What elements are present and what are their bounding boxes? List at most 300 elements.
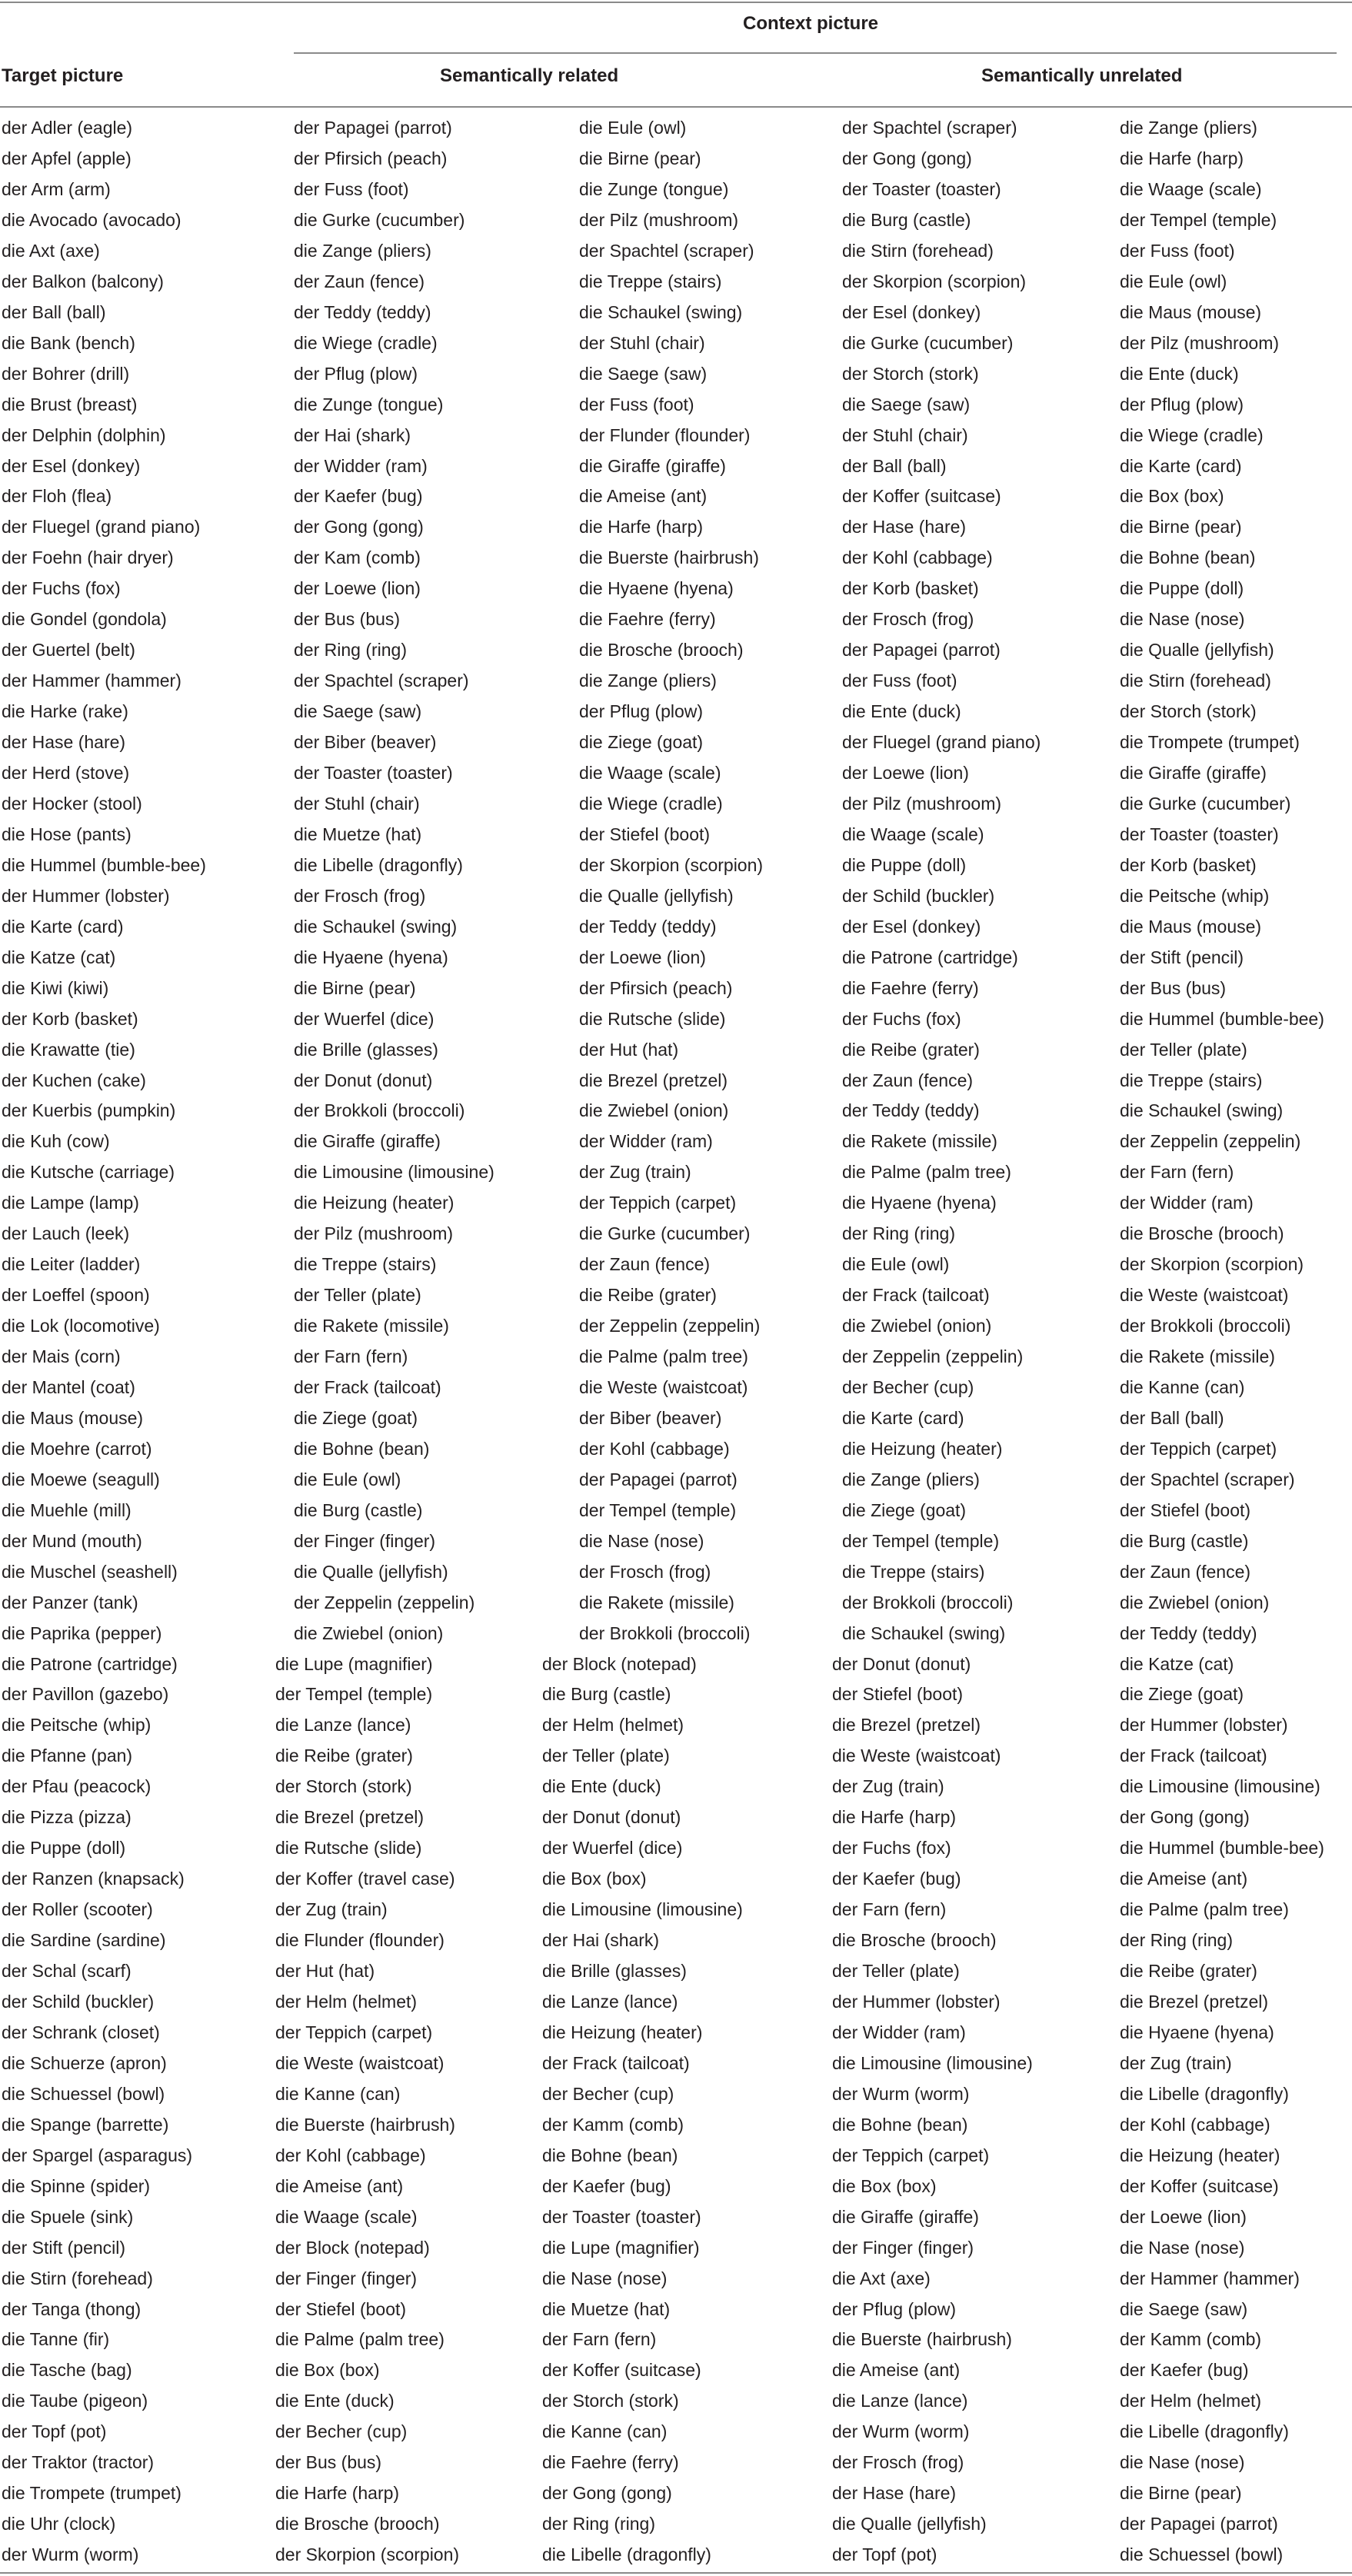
unrelated-context-cell-a: der Wurm (worm) (832, 2083, 970, 2104)
unrelated-context-cell-b: die Saege (saw) (1120, 2298, 1248, 2319)
unrelated-context-cell-b: die Brezel (pretzel) (1120, 1992, 1269, 2012)
target-cell: der Apfel (apple) (2, 148, 132, 168)
unrelated-context-cell-b: die Ziege (goat) (1120, 1684, 1244, 1705)
unrelated-context-cell-a: der Pflug (plow) (832, 2298, 957, 2319)
related-context-cell-a: der Pflug (plow) (294, 363, 418, 384)
related-context-cell-b: die Brille (glasses) (542, 1961, 687, 1981)
related-context-cell-a: der Fuss (foot) (294, 178, 409, 199)
unrelated-context-cell-b: die Puppe (doll) (1120, 578, 1244, 599)
unrelated-context-cell-a: der Zeppelin (zeppelin) (842, 1346, 1024, 1366)
target-cell: der Floh (flea) (2, 486, 112, 507)
related-context-cell-a: die Gurke (cucumber) (294, 209, 465, 230)
related-context-cell-a: die Buerste (hairbrush) (275, 2114, 455, 2135)
semantically-related-header: Semantically related (440, 65, 619, 86)
unrelated-context-cell-a: der Loewe (lion) (842, 763, 969, 783)
related-context-cell-b: die Waage (scale) (579, 763, 721, 783)
related-context-cell-b: die Faehre (ferry) (542, 2452, 679, 2473)
target-cell: die Taube (pigeon) (2, 2391, 148, 2411)
related-context-cell-a: der Teddy (teddy) (294, 301, 431, 322)
target-cell: der Kuerbis (pumpkin) (2, 1100, 176, 1121)
related-context-cell-b: der Spachtel (scraper) (579, 240, 754, 261)
related-context-cell-a: die Waage (scale) (275, 2206, 418, 2227)
related-context-cell-b: die Box (box) (542, 1869, 647, 1889)
target-cell: der Mund (mouth) (2, 1530, 142, 1551)
unrelated-context-cell-b: die Limousine (limousine) (1120, 1776, 1320, 1797)
related-context-cell-b: der Kaefer (bug) (542, 2175, 671, 2196)
unrelated-context-cell-a: die Karte (card) (842, 1407, 964, 1428)
unrelated-context-cell-b: die Schuessel (bowl) (1120, 2544, 1284, 2565)
unrelated-context-cell-b: die Hummel (bumble-bee) (1120, 1838, 1324, 1859)
target-cell: der Hammer (hammer) (2, 671, 181, 691)
unrelated-context-cell-b: der Spachtel (scraper) (1120, 1469, 1295, 1489)
related-context-cell-b: die Ziege (goat) (579, 732, 704, 752)
target-cell: der Esel (donkey) (2, 455, 141, 476)
related-context-cell-b: die Gurke (cucumber) (579, 1223, 751, 1244)
related-context-cell-b: die Lanze (lance) (542, 1992, 678, 2012)
related-context-cell-b: die Birne (pear) (579, 148, 701, 168)
related-context-cell-b: die Weste (waistcoat) (579, 1377, 748, 1397)
unrelated-context-cell-b: die Libelle (dragonfly) (1120, 2421, 1289, 2442)
target-cell: die Pfanne (pan) (2, 1746, 133, 1766)
unrelated-context-cell-b: der Papagei (parrot) (1120, 2514, 1278, 2534)
related-context-cell-b: der Brokkoli (broccoli) (579, 1622, 751, 1643)
related-context-cell-b: der Flunder (flounder) (579, 424, 751, 445)
related-context-cell-b: der Kohl (cabbage) (579, 1438, 730, 1459)
unrelated-context-cell-b: die Maus (mouse) (1120, 916, 1262, 937)
related-context-cell-b: die Rutsche (slide) (579, 1008, 726, 1029)
related-context-cell-a: die Rakete (missile) (294, 1316, 449, 1336)
related-context-cell-a: die Treppe (stairs) (294, 1254, 437, 1275)
unrelated-context-cell-a: die Stirn (forehead) (842, 240, 994, 261)
related-context-cell-a: die Lupe (magnifier) (275, 1653, 433, 1674)
unrelated-context-cell-b: der Zaun (fence) (1120, 1561, 1251, 1582)
unrelated-context-cell-a: die Waage (scale) (842, 824, 984, 844)
unrelated-context-cell-a: die Brezel (pretzel) (832, 1715, 981, 1736)
unrelated-context-cell-a: die Schaukel (swing) (842, 1622, 1006, 1643)
unrelated-context-cell-a: die Rakete (missile) (842, 1131, 997, 1152)
table-bottom-rule (0, 2572, 1352, 2574)
target-cell: die Trompete (trumpet) (2, 2483, 181, 2504)
target-cell: der Topf (pot) (2, 2421, 107, 2442)
target-cell: die Uhr (clock) (2, 2514, 116, 2534)
target-cell: der Foehn (hair dryer) (2, 547, 174, 568)
unrelated-context-cell-b: die Treppe (stairs) (1120, 1070, 1263, 1090)
related-context-cell-a: der Farn (fern) (294, 1346, 408, 1366)
unrelated-context-cell-b: der Teppich (carpet) (1120, 1438, 1277, 1459)
target-cell: der Stift (pencil) (2, 2237, 126, 2258)
target-cell: die Patrone (cartridge) (2, 1653, 178, 1674)
target-cell: der Herd (stove) (2, 763, 130, 783)
related-context-cell-b: der Zeppelin (zeppelin) (579, 1316, 761, 1336)
unrelated-context-cell-b: der Stiefel (boot) (1120, 1499, 1251, 1520)
target-cell: der Adler (eagle) (2, 118, 133, 138)
target-cell: der Lauch (leek) (2, 1223, 130, 1244)
related-context-cell-a: der Zaun (fence) (294, 271, 425, 291)
related-context-cell-b: die Qualle (jellyfish) (579, 885, 734, 906)
unrelated-context-cell-b: die Heizung (heater) (1120, 2145, 1280, 2165)
target-cell: der Mantel (coat) (2, 1377, 135, 1397)
related-context-cell-a: der Biber (beaver) (294, 732, 437, 752)
unrelated-context-cell-a: die Zange (pliers) (842, 1469, 980, 1489)
target-cell: die Harke (rake) (2, 701, 128, 722)
unrelated-context-cell-a: der Hase (hare) (832, 2483, 957, 2504)
unrelated-context-cell-b: die Stirn (forehead) (1120, 671, 1271, 691)
related-context-cell-b: die Heizung (heater) (542, 2022, 703, 2042)
related-context-cell-b: die Limousine (limousine) (542, 1899, 743, 1920)
related-context-cell-a: der Teppich (carpet) (275, 2022, 433, 2042)
related-context-cell-a: der Teller (plate) (294, 1285, 421, 1306)
target-cell: die Brust (breast) (2, 394, 138, 414)
unrelated-context-cell-a: die Lanze (lance) (832, 2391, 968, 2411)
unrelated-context-cell-a: der Ball (ball) (842, 455, 947, 476)
related-context-cell-a: der Wuerfel (dice) (294, 1008, 435, 1029)
related-context-cell-a: der Frack (tailcoat) (294, 1377, 441, 1397)
related-context-cell-b: die Palme (palm tree) (579, 1346, 748, 1366)
unrelated-context-cell-a: der Farn (fern) (832, 1899, 947, 1920)
context-header-rule (294, 52, 1337, 54)
related-context-cell-a: der Frosch (frog) (294, 885, 426, 906)
unrelated-context-cell-b: die Waage (scale) (1120, 178, 1262, 199)
target-cell: die Gondel (gondola) (2, 609, 167, 630)
unrelated-context-cell-b: die Gurke (cucumber) (1120, 793, 1291, 814)
target-cell: die Moehre (carrot) (2, 1438, 152, 1459)
related-context-cell-a: der Brokkoli (broccoli) (294, 1100, 465, 1121)
target-cell: die Schuessel (bowl) (2, 2083, 165, 2104)
unrelated-context-cell-b: die Birne (pear) (1120, 2483, 1242, 2504)
unrelated-context-cell-a: der Skorpion (scorpion) (842, 271, 1027, 291)
target-cell: die Karte (card) (2, 916, 124, 937)
unrelated-context-cell-b: die Libelle (dragonfly) (1120, 2083, 1289, 2104)
related-context-cell-a: die Eule (owl) (294, 1469, 401, 1489)
related-context-cell-b: der Zug (train) (579, 1162, 691, 1183)
related-context-cell-b: die Burg (castle) (542, 1684, 671, 1705)
unrelated-context-cell-b: die Schaukel (swing) (1120, 1100, 1284, 1121)
related-context-cell-b: die Nase (nose) (542, 2268, 668, 2288)
related-context-cell-b: die Ameise (ant) (579, 486, 708, 507)
target-cell: der Pavillon (gazebo) (2, 1684, 169, 1705)
target-cell: der Roller (scooter) (2, 1899, 153, 1920)
unrelated-context-cell-a: der Hase (hare) (842, 517, 967, 537)
related-context-cell-a: die Giraffe (giraffe) (294, 1131, 441, 1152)
unrelated-context-cell-a: der Esel (donkey) (842, 916, 981, 937)
target-cell: der Hase (hare) (2, 732, 126, 752)
unrelated-context-cell-b: die Wiege (cradle) (1120, 424, 1264, 445)
unrelated-context-cell-a: der Tempel (temple) (842, 1530, 1000, 1551)
unrelated-context-cell-b: die Katze (cat) (1120, 1653, 1234, 1674)
related-context-cell-a: die Bohne (bean) (294, 1438, 430, 1459)
related-context-cell-a: die Zwiebel (onion) (294, 1622, 444, 1643)
related-context-cell-a: die Hyaene (hyena) (294, 947, 448, 967)
unrelated-context-cell-b: die Box (box) (1120, 486, 1224, 507)
target-cell: die Stirn (forehead) (2, 2268, 153, 2288)
target-cell: die Spinne (spider) (2, 2175, 151, 2196)
related-context-cell-a: die Lanze (lance) (275, 1715, 411, 1736)
target-cell: die Puppe (doll) (2, 1838, 126, 1859)
related-context-cell-a: der Finger (finger) (294, 1530, 436, 1551)
related-context-cell-a: die Ente (duck) (275, 2391, 395, 2411)
target-cell: der Loeffel (spoon) (2, 1285, 150, 1306)
related-context-cell-a: der Gong (gong) (294, 517, 424, 537)
unrelated-context-cell-a: der Teddy (teddy) (842, 1100, 980, 1121)
header-bottom-rule (0, 106, 1352, 108)
unrelated-context-cell-a: die Qualle (jellyfish) (832, 2514, 987, 2534)
related-context-cell-a: der Kohl (cabbage) (275, 2145, 426, 2165)
related-context-cell-a: der Bus (bus) (294, 609, 401, 630)
unrelated-context-cell-b: der Tempel (temple) (1120, 209, 1277, 230)
unrelated-context-cell-b: der Kaefer (bug) (1120, 2360, 1249, 2381)
table-top-rule (0, 2, 1352, 3)
unrelated-context-cell-a: der Papagei (parrot) (842, 640, 1001, 661)
unrelated-context-cell-a: die Giraffe (giraffe) (832, 2206, 979, 2227)
unrelated-context-cell-a: der Zug (train) (832, 1776, 944, 1797)
related-context-cell-a: der Kam (comb) (294, 547, 421, 568)
related-context-cell-a: der Pilz (mushroom) (294, 1223, 454, 1244)
target-cell: der Mais (corn) (2, 1346, 121, 1366)
related-context-cell-b: der Teppich (carpet) (579, 1193, 737, 1213)
related-context-cell-a: die Brille (glasses) (294, 1039, 438, 1060)
unrelated-context-cell-b: die Qualle (jellyfish) (1120, 640, 1274, 661)
target-cell: die Maus (mouse) (2, 1407, 144, 1428)
related-context-cell-a: die Zange (pliers) (294, 240, 431, 261)
unrelated-context-cell-b: die Harfe (harp) (1120, 148, 1244, 168)
unrelated-context-cell-a: der Pilz (mushroom) (842, 793, 1002, 814)
related-context-cell-b: der Stiefel (boot) (579, 824, 711, 844)
unrelated-context-cell-a: der Fuchs (fox) (842, 1008, 961, 1029)
unrelated-context-cell-a: der Koffer (suitcase) (842, 486, 1001, 507)
related-context-cell-a: der Skorpion (scorpion) (275, 2544, 460, 2565)
related-context-cell-a: der Becher (cup) (275, 2421, 408, 2442)
related-context-cell-a: die Saege (saw) (294, 701, 422, 722)
unrelated-context-cell-b: die Nase (nose) (1120, 609, 1245, 630)
unrelated-context-cell-a: die Brosche (brooch) (832, 1930, 997, 1951)
unrelated-context-cell-a: der Donut (donut) (832, 1653, 971, 1674)
unrelated-context-cell-a: der Topf (pot) (832, 2544, 937, 2565)
target-cell: die Tanne (fir) (2, 2329, 110, 2350)
related-context-cell-a: die Rutsche (slide) (275, 1838, 422, 1859)
related-context-cell-a: die Limousine (limousine) (294, 1162, 495, 1183)
target-cell: die Krawatte (tie) (2, 1039, 135, 1060)
related-context-cell-b: die Faehre (ferry) (579, 609, 716, 630)
related-context-cell-b: der Tempel (temple) (579, 1499, 737, 1520)
related-context-cell-a: der Hai (shark) (294, 424, 411, 445)
unrelated-context-cell-a: die Buerste (hairbrush) (832, 2329, 1012, 2350)
target-cell: die Spange (barrette) (2, 2114, 169, 2135)
related-context-cell-a: der Koffer (travel case) (275, 1869, 455, 1889)
target-cell: der Pfau (peacock) (2, 1776, 152, 1797)
related-context-cell-b: die Lupe (magnifier) (542, 2237, 700, 2258)
related-context-cell-b: die Zange (pliers) (579, 671, 717, 691)
related-context-cell-b: die Kanne (can) (542, 2421, 668, 2442)
target-cell: die Muschel (seashell) (2, 1561, 178, 1582)
unrelated-context-cell-a: der Hummer (lobster) (832, 1992, 1001, 2012)
unrelated-context-cell-b: die Zange (pliers) (1120, 118, 1257, 138)
related-context-cell-a: die Birne (pear) (294, 977, 416, 998)
related-context-cell-b: die Treppe (stairs) (579, 271, 722, 291)
related-context-cell-a: der Helm (helmet) (275, 1992, 418, 2012)
target-cell: der Spargel (asparagus) (2, 2145, 193, 2165)
context-picture-header: Context picture (743, 13, 879, 34)
unrelated-context-cell-b: der Loewe (lion) (1120, 2206, 1247, 2227)
related-context-cell-a: der Tempel (temple) (275, 1684, 433, 1705)
related-context-cell-b: der Donut (donut) (542, 1807, 681, 1828)
related-context-cell-b: die Brezel (pretzel) (579, 1070, 728, 1090)
unrelated-context-cell-b: der Frack (tailcoat) (1120, 1746, 1267, 1766)
target-cell: die Moewe (seagull) (2, 1469, 160, 1489)
target-cell: der Tanga (thong) (2, 2298, 142, 2319)
unrelated-context-cell-b: der Hammer (hammer) (1120, 2268, 1300, 2288)
unrelated-context-cell-b: die Reibe (grater) (1120, 1961, 1257, 1981)
related-context-cell-b: die Hyaene (hyena) (579, 578, 734, 599)
target-cell: die Tasche (bag) (2, 2360, 132, 2381)
unrelated-context-cell-a: die Treppe (stairs) (842, 1561, 985, 1582)
related-context-cell-a: der Donut (donut) (294, 1070, 433, 1090)
related-context-cell-a: die Wiege (cradle) (294, 332, 438, 353)
unrelated-context-cell-b: der Zug (train) (1120, 2052, 1232, 2073)
related-context-cell-a: die Zunge (tongue) (294, 394, 444, 414)
target-cell: die Bank (bench) (2, 332, 135, 353)
unrelated-context-cell-a: die Heizung (heater) (842, 1438, 1003, 1459)
related-context-cell-a: die Libelle (dragonfly) (294, 854, 463, 875)
target-cell: der Bohrer (drill) (2, 363, 130, 384)
unrelated-context-cell-a: der Frack (tailcoat) (842, 1285, 990, 1306)
target-cell: die Pizza (pizza) (2, 1807, 132, 1828)
unrelated-context-cell-b: die Weste (waistcoat) (1120, 1285, 1289, 1306)
related-context-cell-a: die Palme (palm tree) (275, 2329, 445, 2350)
unrelated-context-cell-b: der Gong (gong) (1120, 1807, 1250, 1828)
unrelated-context-cell-b: die Kanne (can) (1120, 1377, 1245, 1397)
unrelated-context-cell-a: die Axt (axe) (832, 2268, 931, 2288)
unrelated-context-cell-a: der Schild (buckler) (842, 885, 995, 906)
target-cell: der Hocker (stool) (2, 793, 142, 814)
unrelated-context-cell-a: der Brokkoli (broccoli) (842, 1592, 1014, 1612)
related-context-cell-b: der Kamm (comb) (542, 2114, 684, 2135)
related-context-cell-a: die Ziege (goat) (294, 1407, 418, 1428)
related-context-cell-b: die Giraffe (giraffe) (579, 455, 726, 476)
unrelated-context-cell-b: der Zeppelin (zeppelin) (1120, 1131, 1301, 1152)
unrelated-context-cell-b: der Farn (fern) (1120, 1162, 1234, 1183)
unrelated-context-cell-a: der Fluegel (grand piano) (842, 732, 1041, 752)
target-cell: der Schal (scarf) (2, 1961, 132, 1981)
unrelated-context-cell-a: der Spachtel (scraper) (842, 118, 1017, 138)
unrelated-context-cell-a: der Fuchs (fox) (832, 1838, 951, 1859)
unrelated-context-cell-a: die Reibe (grater) (842, 1039, 980, 1060)
unrelated-context-cell-a: der Wurm (worm) (832, 2421, 970, 2442)
unrelated-context-cell-a: die Palme (palm tree) (842, 1162, 1011, 1183)
unrelated-context-cell-b: der Storch (stork) (1120, 701, 1257, 722)
unrelated-context-cell-b: der Skorpion (scorpion) (1120, 1254, 1304, 1275)
related-context-cell-b: der Pfirsich (peach) (579, 977, 733, 998)
unrelated-context-cell-b: der Korb (basket) (1120, 854, 1257, 875)
related-context-cell-b: die Zwiebel (onion) (579, 1100, 729, 1121)
semantically-unrelated-header: Semantically unrelated (981, 65, 1183, 86)
related-context-cell-b: die Buerste (hairbrush) (579, 547, 759, 568)
target-cell: der Balkon (balcony) (2, 271, 164, 291)
related-context-cell-b: der Hut (hat) (579, 1039, 679, 1060)
target-cell: der Fluegel (grand piano) (2, 517, 201, 537)
related-context-cell-a: der Block (notepad) (275, 2237, 430, 2258)
unrelated-context-cell-a: die Burg (castle) (842, 209, 971, 230)
related-context-cell-a: der Stiefel (boot) (275, 2298, 407, 2319)
unrelated-context-cell-b: die Nase (nose) (1120, 2452, 1245, 2473)
related-context-cell-a: der Widder (ram) (294, 455, 428, 476)
target-cell: die Axt (axe) (2, 240, 100, 261)
related-context-cell-b: die Reibe (grater) (579, 1285, 717, 1306)
related-context-cell-a: die Brosche (brooch) (275, 2514, 440, 2534)
target-cell: der Kuchen (cake) (2, 1070, 146, 1090)
related-context-cell-b: die Nase (nose) (579, 1530, 704, 1551)
related-context-cell-b: der Stuhl (chair) (579, 332, 705, 353)
unrelated-context-cell-b: die Giraffe (giraffe) (1120, 763, 1267, 783)
related-context-cell-b: die Libelle (dragonfly) (542, 2544, 711, 2565)
related-context-cell-a: die Kanne (can) (275, 2083, 401, 2104)
related-context-cell-a: der Loewe (lion) (294, 578, 421, 599)
related-context-cell-a: der Kaefer (bug) (294, 486, 423, 507)
related-context-cell-a: der Spachtel (scraper) (294, 671, 469, 691)
related-context-cell-b: der Ring (ring) (542, 2514, 655, 2534)
unrelated-context-cell-a: die Weste (waistcoat) (832, 1746, 1001, 1766)
unrelated-context-cell-b: der Widder (ram) (1120, 1193, 1254, 1213)
unrelated-context-cell-b: die Zwiebel (onion) (1120, 1592, 1270, 1612)
target-cell: die Sardine (sardine) (2, 1930, 166, 1951)
target-cell: die Spuele (sink) (2, 2206, 134, 2227)
related-context-cell-a: der Hut (hat) (275, 1961, 375, 1981)
unrelated-context-cell-b: die Karte (card) (1120, 455, 1242, 476)
target-cell: die Paprika (pepper) (2, 1622, 162, 1643)
unrelated-context-cell-b: der Hummer (lobster) (1120, 1715, 1288, 1736)
related-context-cell-a: die Schaukel (swing) (294, 916, 458, 937)
related-context-cell-b: der Teddy (teddy) (579, 916, 717, 937)
unrelated-context-cell-a: die Limousine (limousine) (832, 2052, 1033, 2073)
related-context-cell-b: der Pflug (plow) (579, 701, 704, 722)
related-context-cell-b: der Widder (ram) (579, 1131, 713, 1152)
unrelated-context-cell-b: der Helm (helmet) (1120, 2391, 1262, 2411)
unrelated-context-cell-a: die Hyaene (hyena) (842, 1193, 997, 1213)
related-context-cell-a: der Bus (bus) (275, 2452, 382, 2473)
related-context-cell-b: der Teller (plate) (542, 1746, 670, 1766)
unrelated-context-cell-a: die Eule (owl) (842, 1254, 950, 1275)
target-cell: die Hummel (bumble-bee) (2, 854, 206, 875)
unrelated-context-cell-a: der Zaun (fence) (842, 1070, 974, 1090)
unrelated-context-cell-b: der Koffer (suitcase) (1120, 2175, 1279, 2196)
target-cell: die Hose (pants) (2, 824, 132, 844)
related-context-cell-b: der Fuss (foot) (579, 394, 694, 414)
related-context-cell-a: die Muetze (hat) (294, 824, 422, 844)
target-cell: der Fuchs (fox) (2, 578, 121, 599)
unrelated-context-cell-b: der Teller (plate) (1120, 1039, 1247, 1060)
unrelated-context-cell-b: die Rakete (missile) (1120, 1346, 1275, 1366)
target-cell: die Kiwi (kiwi) (2, 977, 109, 998)
related-context-cell-a: die Heizung (heater) (294, 1193, 455, 1213)
target-cell: der Ball (ball) (2, 301, 106, 322)
unrelated-context-cell-b: die Ameise (ant) (1120, 1869, 1248, 1889)
unrelated-context-cell-b: die Bohne (bean) (1120, 547, 1256, 568)
unrelated-context-cell-a: der Kohl (cabbage) (842, 547, 993, 568)
related-context-cell-b: die Eule (owl) (579, 118, 687, 138)
unrelated-context-cell-a: der Frosch (frog) (842, 609, 974, 630)
unrelated-context-cell-b: die Eule (owl) (1120, 271, 1227, 291)
unrelated-context-cell-b: der Stift (pencil) (1120, 947, 1244, 967)
unrelated-context-cell-a: die Bohne (bean) (832, 2114, 968, 2135)
target-cell: die Schuerze (apron) (2, 2052, 167, 2073)
related-context-cell-b: der Toaster (toaster) (542, 2206, 701, 2227)
related-context-cell-b: der Frack (tailcoat) (542, 2052, 690, 2073)
unrelated-context-cell-a: die Patrone (cartridge) (842, 947, 1018, 967)
related-context-cell-a: der Ring (ring) (294, 640, 407, 661)
unrelated-context-cell-b: der Ball (ball) (1120, 1407, 1224, 1428)
unrelated-context-cell-a: der Fuss (foot) (842, 671, 957, 691)
related-context-cell-b: die Brosche (brooch) (579, 640, 744, 661)
target-cell: die Leiter (ladder) (2, 1254, 141, 1275)
